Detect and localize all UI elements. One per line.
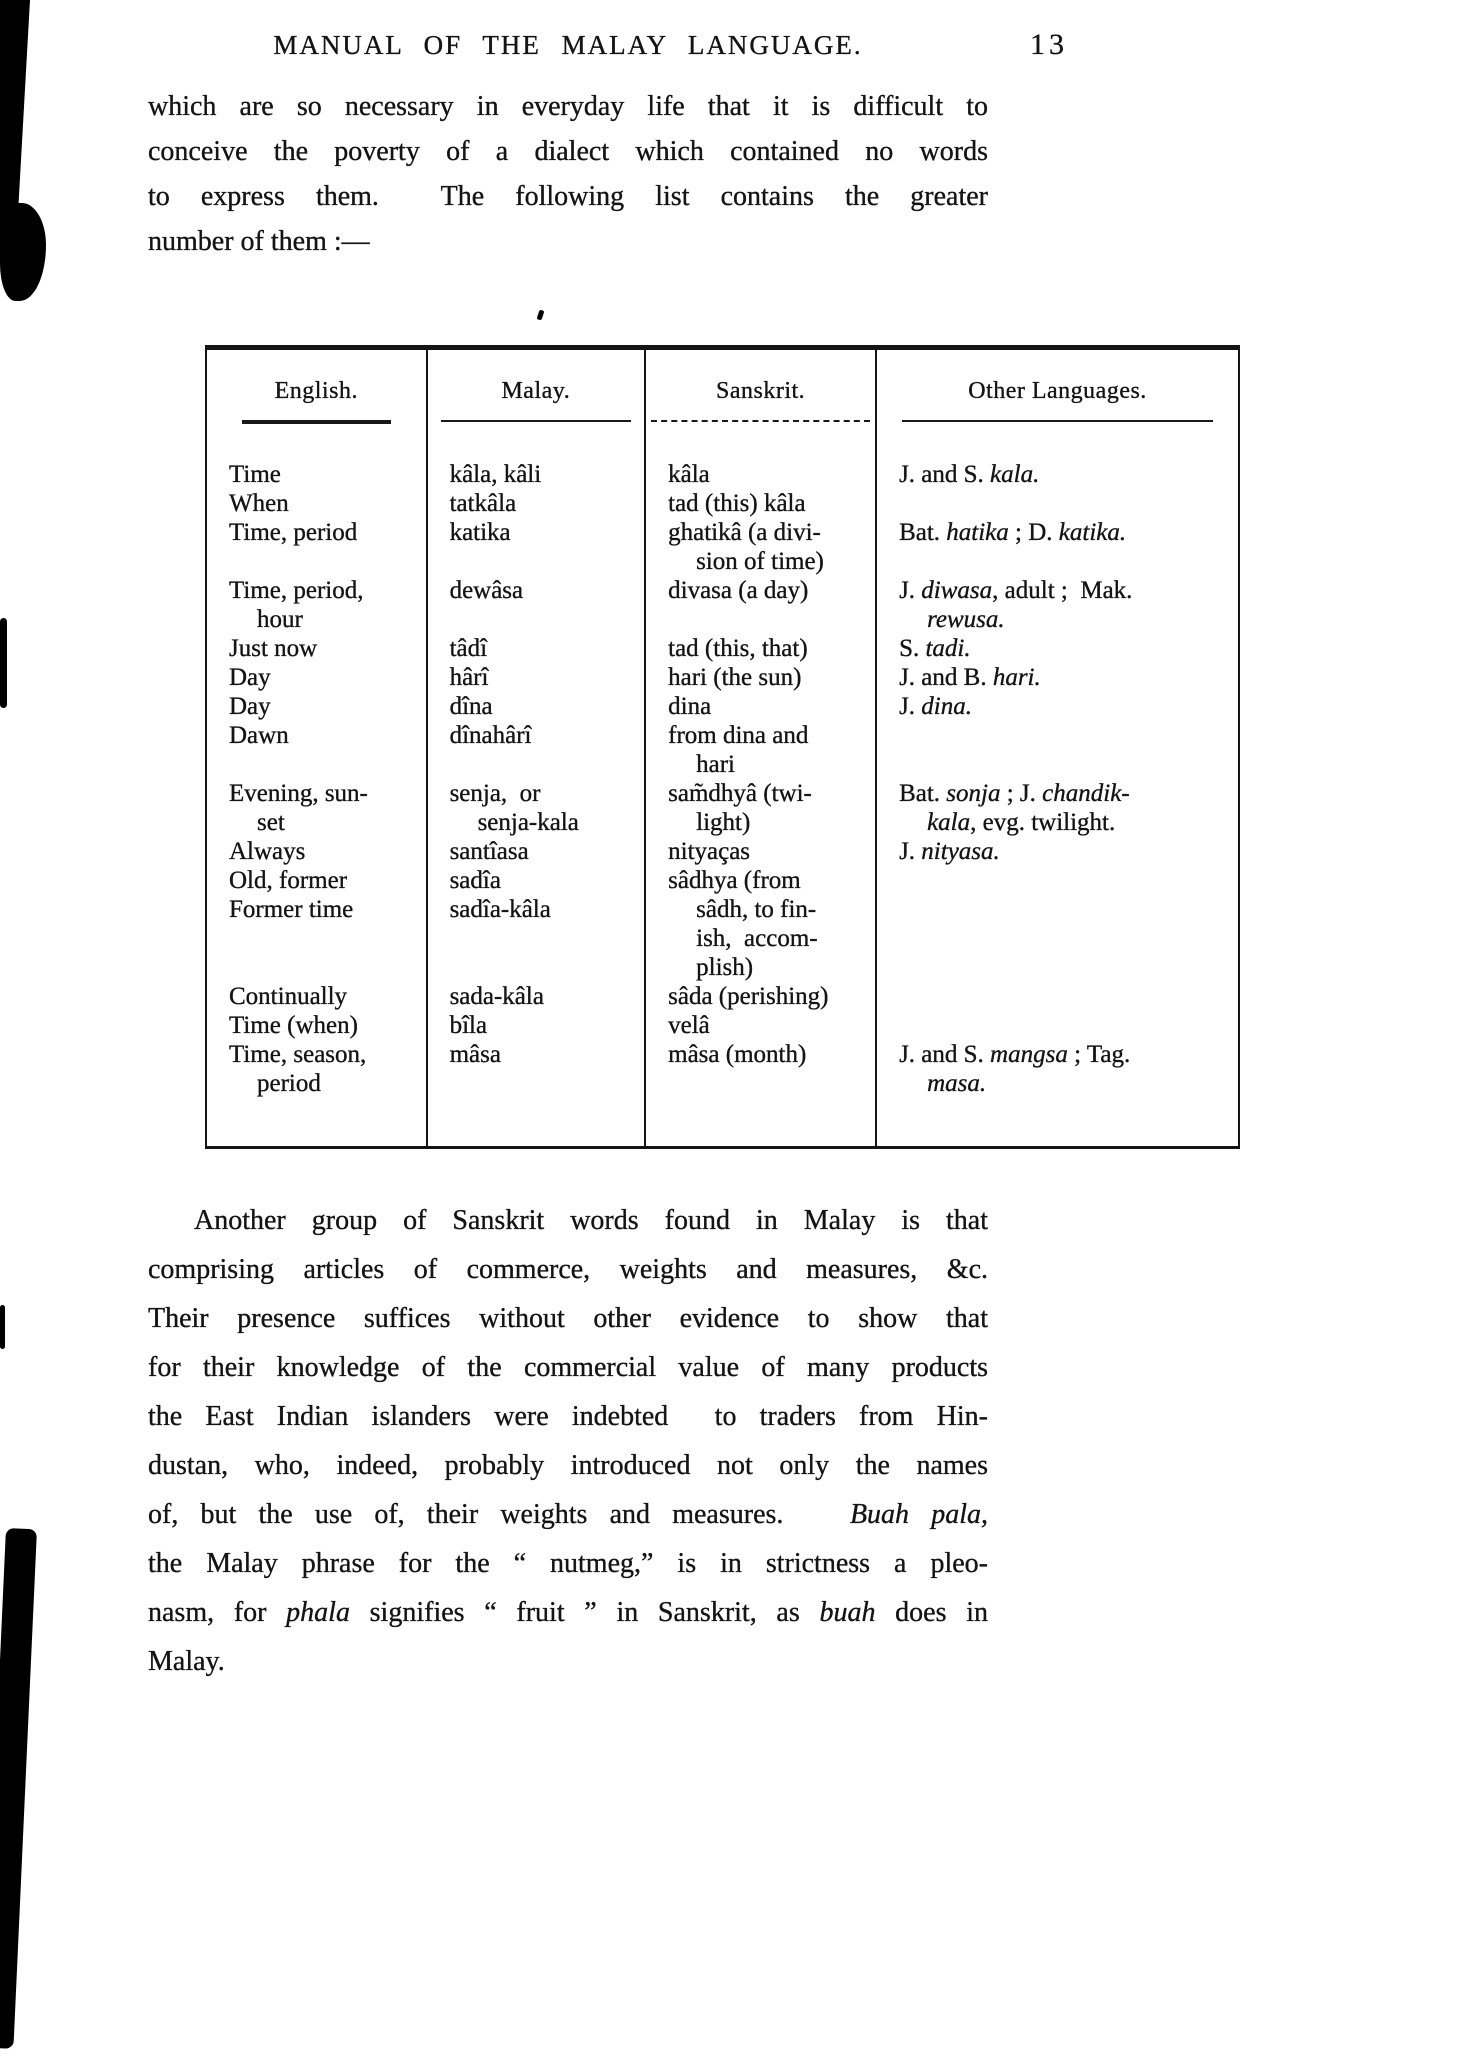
table-cell: senja-kala xyxy=(426,808,645,837)
table-cell xyxy=(875,547,1238,576)
table-cell: sion of time) xyxy=(644,547,875,576)
table-cell: Just now xyxy=(229,635,318,662)
scan-artifact-speck xyxy=(537,309,545,320)
table-cell xyxy=(426,924,645,953)
table-cell: hari xyxy=(644,750,875,779)
table-cell xyxy=(875,953,1238,982)
table-row xyxy=(207,1098,1238,1146)
scan-artifact-binding-bottom xyxy=(0,1528,37,2049)
table-cell: kâla, kâli xyxy=(426,460,645,489)
text-line: comprising articles of commerce, weights and measures, &c. xyxy=(148,1254,988,1285)
table-cell: tatkâla xyxy=(426,489,645,518)
table-header-row xyxy=(207,350,1238,424)
table-row xyxy=(207,605,1238,634)
table-row xyxy=(207,924,1238,953)
table-cell xyxy=(875,1011,1238,1040)
table-cell xyxy=(207,953,426,982)
table-cell xyxy=(875,1098,1238,1146)
header-underline xyxy=(441,420,632,422)
table-cell: from dina and xyxy=(644,721,875,750)
table-cell: divasa (a day) xyxy=(644,576,875,605)
table-cell: Time xyxy=(229,461,281,488)
text-line: of, but the use of, their weights and measures. Buah pala, xyxy=(148,1499,988,1530)
table-cell: plish) xyxy=(644,953,875,982)
text-line: dustan, who, indeed, probably introduced not only the names xyxy=(148,1450,988,1481)
header-underline xyxy=(902,420,1212,422)
table-cell xyxy=(875,895,1238,924)
table-cell: Bat. hatika ; D. katika. xyxy=(875,518,1238,547)
table-row xyxy=(207,750,1238,779)
table-cell: J. nityasa. xyxy=(875,837,1238,866)
table-cell: Evening, sun- xyxy=(229,780,368,807)
table-cell: J. dina. xyxy=(875,692,1238,721)
table-cell: J. and S. mangsa ; Tag. xyxy=(875,1040,1238,1069)
table-cell: Time (when) xyxy=(229,1012,358,1039)
table-cell: dewâsa xyxy=(426,576,645,605)
text-line: conceive the poverty of a dialect which contained no words xyxy=(148,136,988,167)
scan-artifact-ink-blob xyxy=(0,203,46,301)
table-cell xyxy=(644,424,875,460)
table-cell: dîna xyxy=(426,692,645,721)
table-cell: nityaças xyxy=(644,837,875,866)
table-row xyxy=(207,1040,1238,1069)
text-line: the Malay phrase for the “ nutmeg,” is in strictness a pleo- xyxy=(148,1548,988,1579)
table-row xyxy=(207,1069,1238,1098)
table-cell: rewusa. xyxy=(875,605,1238,634)
table-row xyxy=(207,953,1238,982)
table-cell xyxy=(644,1069,875,1098)
table-cell: sadîa xyxy=(426,866,645,895)
table-cell xyxy=(875,750,1238,779)
text-line: Another group of Sanskrit words found in Malay is that xyxy=(194,1205,988,1236)
scan-artifact-edge-mark xyxy=(0,618,7,708)
table-cell: bîla xyxy=(426,1011,645,1040)
table-cell: tad (this) kâla xyxy=(644,489,875,518)
table-row xyxy=(207,866,1238,895)
scan-artifact-edge-mark xyxy=(0,1305,5,1349)
text-line: to express them. The following list contains the greater xyxy=(148,181,988,212)
text-line: the East Indian islanders were indebted to traders from Hin- xyxy=(148,1401,988,1432)
table-cell xyxy=(644,605,875,634)
table-cell: santîasa xyxy=(426,837,645,866)
table-cell: Time, season, xyxy=(229,1041,367,1068)
table-cell xyxy=(426,1069,645,1098)
table-cell xyxy=(207,924,426,953)
table-row xyxy=(207,663,1238,692)
table-cell: set xyxy=(257,809,285,836)
table-cell xyxy=(426,1098,645,1146)
vocabulary-table xyxy=(205,345,1240,1149)
table-cell: dina xyxy=(644,692,875,721)
table-cell: ish, accom- xyxy=(644,924,875,953)
table-cell xyxy=(875,866,1238,895)
table-row xyxy=(207,982,1238,1011)
table-row xyxy=(207,424,1238,460)
table-cell: sâdhya (from xyxy=(644,866,875,895)
table-cell: Continually xyxy=(229,983,348,1010)
table-cell: sada-kâla xyxy=(426,982,645,1011)
table-cell: mâsa xyxy=(426,1040,645,1069)
table-cell xyxy=(875,489,1238,518)
table-row xyxy=(207,634,1238,663)
table-cell xyxy=(644,1098,875,1146)
table-cell xyxy=(207,424,426,460)
table-cell: S. tadi. xyxy=(875,634,1238,663)
text-line: Malay. xyxy=(148,1646,225,1677)
table-cell: J. and S. kala. xyxy=(875,460,1238,489)
table-cell xyxy=(426,953,645,982)
table-row xyxy=(207,518,1238,547)
running-head-title: MANUAL OF THE MALAY LANGUAGE. xyxy=(273,30,863,60)
table-cell: J. and B. hari. xyxy=(875,663,1238,692)
table-cell: ghatikâ (a divi- xyxy=(644,518,875,547)
table-cell: Bat. sonja ; J. chandik- xyxy=(875,779,1238,808)
table-cell xyxy=(426,547,645,576)
table-row xyxy=(207,837,1238,866)
table-cell: hârî xyxy=(426,663,645,692)
table-cell: tâdî xyxy=(426,634,645,663)
text-line: nasm, for phala signifies “ fruit ” in Sanskrit, as buah does in xyxy=(148,1597,988,1628)
table-cell xyxy=(875,424,1238,460)
table-cell: Time, period, xyxy=(229,577,364,604)
table-cell xyxy=(426,424,645,460)
table-cell: J. diwasa, adult ; Mak. xyxy=(875,576,1238,605)
table-cell: masa. xyxy=(875,1069,1238,1098)
table-row xyxy=(207,460,1238,489)
table-cell: sâda (perishing) xyxy=(644,982,875,1011)
table-cell: Day xyxy=(229,693,271,720)
column-header-other-languages: Other Languages. xyxy=(875,350,1238,424)
table-cell xyxy=(875,924,1238,953)
table-cell xyxy=(875,721,1238,750)
table-cell: Old, former xyxy=(229,867,348,894)
column-header-sanskrit: Sanskrit. xyxy=(644,350,875,424)
table-cell xyxy=(426,605,645,634)
table-cell: mâsa (month) xyxy=(644,1040,875,1069)
table-cell: hari (the sun) xyxy=(644,663,875,692)
page-number: 13 xyxy=(1030,28,1068,61)
table-row xyxy=(207,779,1238,808)
table-cell: Always xyxy=(229,838,306,865)
text-line: Their presence suffices without other evidence to show that xyxy=(148,1303,988,1334)
table-cell: velâ xyxy=(644,1011,875,1040)
table-cell: katika xyxy=(426,518,645,547)
table-cell xyxy=(207,1098,426,1146)
table-row xyxy=(207,1011,1238,1040)
table-row xyxy=(207,808,1238,837)
table-cell xyxy=(207,547,426,576)
table-cell: Former time xyxy=(229,896,354,923)
table-cell: hour xyxy=(257,606,303,633)
table-cell: light) xyxy=(644,808,875,837)
table-cell: Dawn xyxy=(229,722,289,749)
table-cell: sam̃dhyâ (twi- xyxy=(644,779,875,808)
text-line: which are so necessary in everyday life that it is difficult to xyxy=(148,91,988,122)
column-header-english: English. xyxy=(207,350,426,424)
table-row xyxy=(207,692,1238,721)
table-cell: dînahârî xyxy=(426,721,645,750)
header-underline xyxy=(651,420,871,422)
table-cell xyxy=(207,750,426,779)
text-line: number of them :— xyxy=(148,226,370,257)
table-row xyxy=(207,489,1238,518)
intro-paragraph xyxy=(148,84,988,264)
table-body xyxy=(207,424,1238,1146)
table-cell: Day xyxy=(229,664,271,691)
table-cell: senja, or xyxy=(426,779,645,808)
table-row xyxy=(207,721,1238,750)
table-cell: Time, period xyxy=(229,519,358,546)
table-row xyxy=(207,576,1238,605)
table-cell: When xyxy=(229,490,289,517)
table-row xyxy=(207,895,1238,924)
table-cell: kâla xyxy=(644,460,875,489)
text-line: for their knowledge of the commercial value of many products xyxy=(148,1352,988,1383)
table-cell xyxy=(875,982,1238,1011)
table-cell: sâdh, to fin- xyxy=(644,895,875,924)
column-header-malay: Malay. xyxy=(426,350,645,424)
table-cell: sadîa-kâla xyxy=(426,895,645,924)
table-cell: period xyxy=(257,1070,321,1097)
table-row xyxy=(207,547,1238,576)
closing-paragraph xyxy=(148,1196,988,1686)
table-cell xyxy=(426,750,645,779)
table-cell: kala, evg. twilight. xyxy=(875,808,1238,837)
table-cell: tad (this, that) xyxy=(644,634,875,663)
